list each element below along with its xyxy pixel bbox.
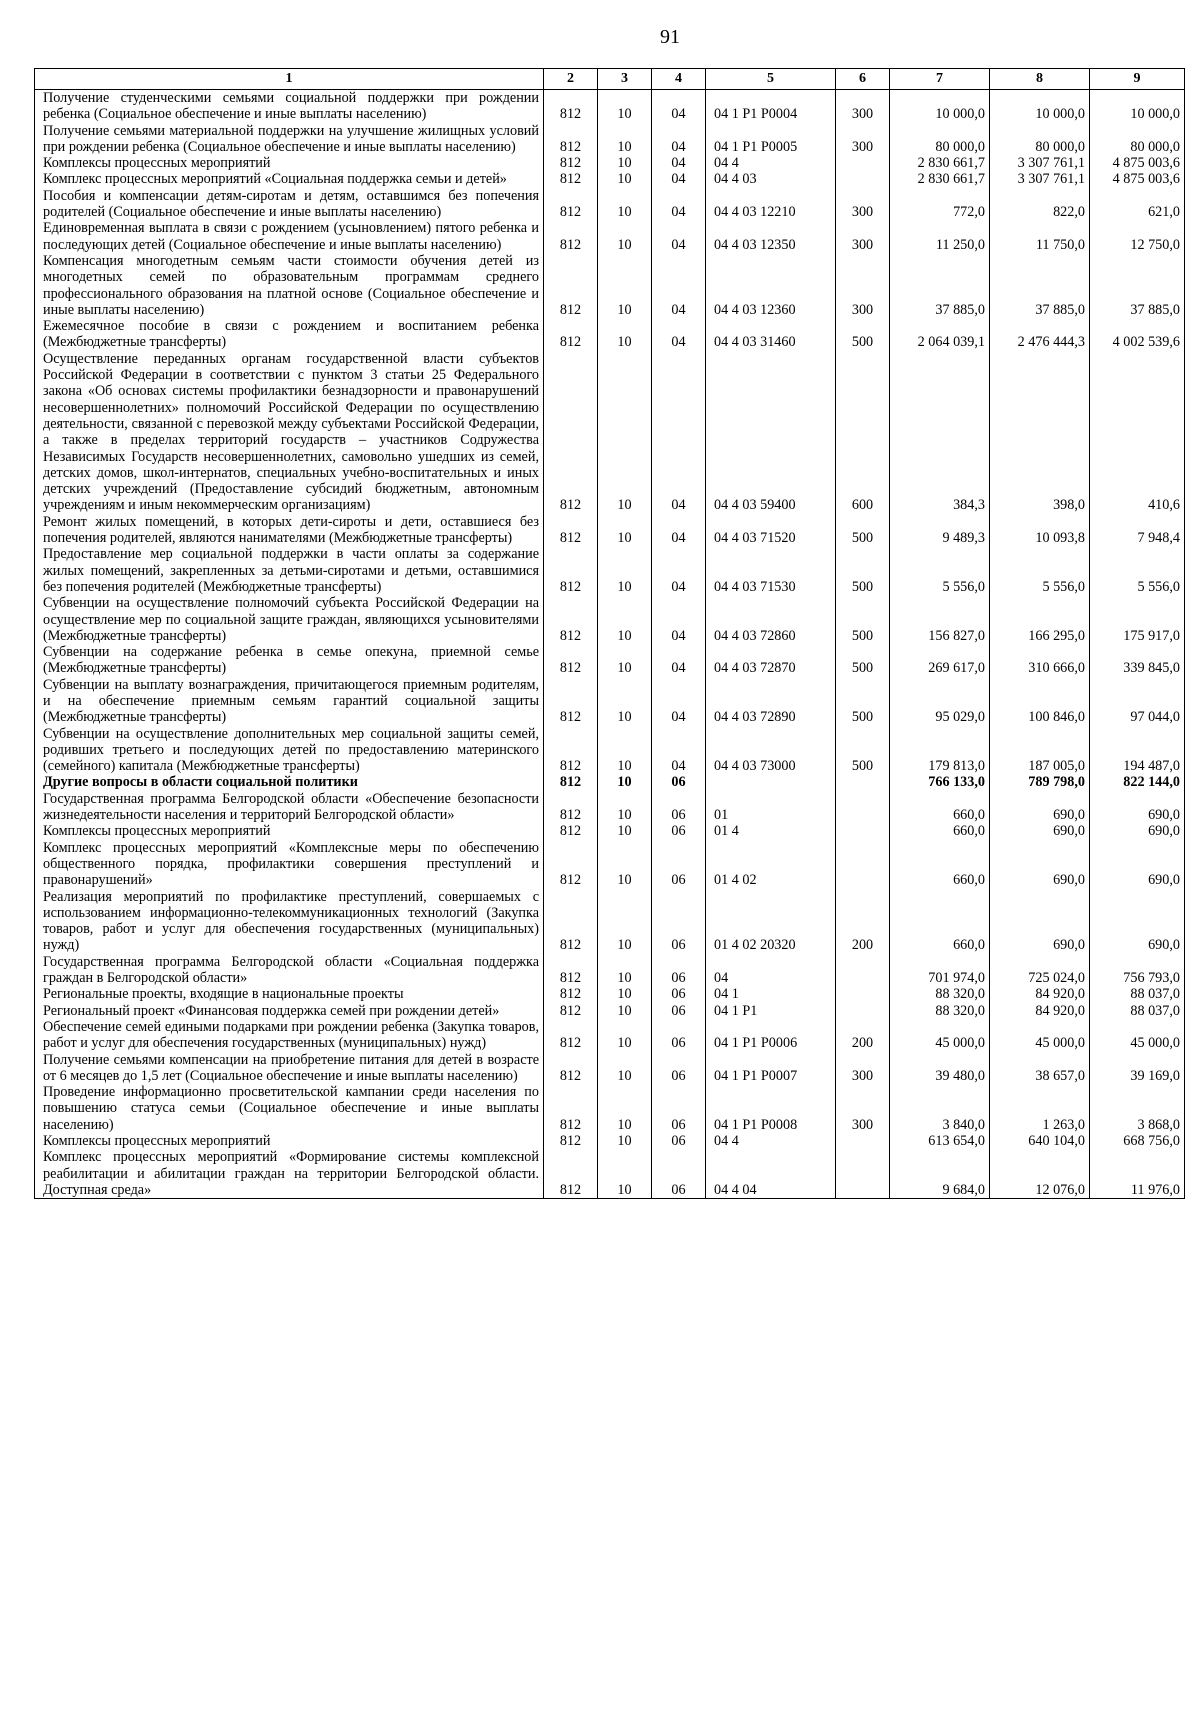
row-gr: 812 [544,90,598,123]
row-rz: 10 [598,644,652,677]
row-value-2: 822,0 [990,188,1090,221]
row-name: Субвенции на осуществление дополнительных мер социальной защиты семей, родивших третьего и последующих детей по предоставлению материнского (семейного) капитала (Межбюджетные трансферты) [35,726,544,775]
row-value-1: 9 684,0 [890,1149,990,1198]
row-vr: 200 [836,1019,890,1052]
row-pr: 06 [652,1084,706,1133]
row-csr: 04 4 03 72870 [706,644,836,677]
row-csr: 04 1 P1 [706,1003,836,1019]
row-pr: 06 [652,954,706,987]
row-value-3: 39 169,0 [1090,1052,1185,1085]
row-value-1: 772,0 [890,188,990,221]
row-value-3: 3 868,0 [1090,1084,1185,1133]
row-value-2: 789 798,0 [990,774,1090,790]
table-row [35,1052,1185,1085]
table-row [35,954,1185,987]
row-vr: 300 [836,1084,890,1133]
row-pr: 06 [652,823,706,839]
row-pr: 06 [652,774,706,790]
row-rz: 10 [598,514,652,547]
row-vr [836,791,890,824]
row-value-1: 660,0 [890,791,990,824]
row-gr: 812 [544,546,598,595]
table-row [35,644,1185,677]
row-value-1: 660,0 [890,889,990,954]
row-value-3: 37 885,0 [1090,253,1185,318]
row-value-2: 166 295,0 [990,595,1090,644]
row-value-3: 822 144,0 [1090,774,1185,790]
row-value-2: 3 307 761,1 [990,171,1090,187]
row-rz: 10 [598,123,652,156]
row-name: Осуществление переданных органам государственной власти субъектов Российской Федерации в соответствии с пунктом 3 статьи 25 Федерального закона «Об основах системы профилактики безнадзорности и правонарушений несовершеннолетних» полномочий Российской Федерации по осуществлению деятельности, связанной с перевозкой между субъектами Российской Федерации, а также в пределах территорий государств – участников Содружества Независимых Государств несовершеннолетних, самовольно ушедших из семей, детских домов, школ-интернатов, специальных учебно-воспитательных и иных детских учреждений (Предоставление субсидий бюджетным, автономным учреждениям и иным некоммерческим организациям) [35,351,544,514]
row-csr: 04 1 P1 P0008 [706,1084,836,1133]
row-vr [836,823,890,839]
row-gr: 812 [544,123,598,156]
row-pr: 04 [652,677,706,726]
row-value-2: 3 307 761,1 [990,155,1090,171]
row-value-3: 4 002 539,6 [1090,318,1185,351]
table-row [35,791,1185,824]
row-pr: 06 [652,791,706,824]
row-value-2: 2 476 444,3 [990,318,1090,351]
row-gr: 812 [544,1003,598,1019]
row-csr: 04 4 03 71530 [706,546,836,595]
row-vr [836,1003,890,1019]
row-name: Субвенции на выплату вознаграждения, причитающегося приемным родителям, и на обеспечение приемным семьям гарантий социальной защиты (Межбюджетные трансферты) [35,677,544,726]
row-value-1: 179 813,0 [890,726,990,775]
row-pr: 04 [652,253,706,318]
row-name: Реализация мероприятий по профилактике преступлений, совершаемых с использованием информационно-телекоммуникационных технологий (Закупка товаров, работ и услуг для обеспечения государственных (муниципальных) нужд) [35,889,544,954]
row-value-2: 5 556,0 [990,546,1090,595]
row-value-2: 1 263,0 [990,1084,1090,1133]
row-value-1: 9 489,3 [890,514,990,547]
row-name: Ремонт жилых помещений, в которых дети-сироты и дети, оставшиеся без попечения родителей, являются нанимателями (Межбюджетные трансферты) [35,514,544,547]
row-name: Комплекс процессных мероприятий «Формирование системы комплексной реабилитации и абилитации граждан на территории Белгородской области. Доступная среда» [35,1149,544,1198]
budget-table [34,68,1185,1199]
row-value-1: 95 029,0 [890,677,990,726]
col-header: 4 [652,69,706,90]
row-rz: 10 [598,1019,652,1052]
row-csr: 01 4 02 [706,840,836,889]
row-rz: 10 [598,351,652,514]
row-gr: 812 [544,677,598,726]
row-pr: 04 [652,514,706,547]
table-row [35,840,1185,889]
row-pr: 04 [652,595,706,644]
row-pr: 04 [652,351,706,514]
row-csr: 04 4 03 12360 [706,253,836,318]
row-pr: 06 [652,1052,706,1085]
row-gr: 812 [544,644,598,677]
row-value-3: 410,6 [1090,351,1185,514]
row-gr: 812 [544,514,598,547]
row-name: Пособия и компенсации детям-сиротам и детям, оставшимся без попечения родителей (Социальное обеспечение и иные выплаты населению) [35,188,544,221]
row-value-1: 3 840,0 [890,1084,990,1133]
row-rz: 10 [598,726,652,775]
row-value-1: 613 654,0 [890,1133,990,1149]
row-csr: 04 4 04 [706,1149,836,1198]
row-vr [836,774,890,790]
row-pr: 06 [652,1149,706,1198]
row-gr: 812 [544,823,598,839]
row-name: Единовременная выплата в связи с рождением (усыновлением) пятого ребенка и последующих детей (Социальное обеспечение и иные выплаты населению) [35,220,544,253]
row-pr: 04 [652,318,706,351]
row-value-2: 10 093,8 [990,514,1090,547]
col-header: 5 [706,69,836,90]
row-value-2: 398,0 [990,351,1090,514]
row-pr: 04 [652,546,706,595]
row-csr: 04 4 03 72860 [706,595,836,644]
row-value-3: 690,0 [1090,889,1185,954]
row-csr: 04 [706,954,836,987]
row-rz: 10 [598,546,652,595]
row-name: Получение семьями материальной поддержки на улучшение жилищных условий при рождении ребенка (Социальное обеспечение и иные выплаты населению) [35,123,544,156]
row-gr: 812 [544,220,598,253]
row-csr: 04 4 [706,1133,836,1149]
table-row [35,986,1185,1002]
row-value-2: 187 005,0 [990,726,1090,775]
row-gr: 812 [544,791,598,824]
row-pr: 04 [652,155,706,171]
row-value-1: 2 830 661,7 [890,155,990,171]
table-row [35,171,1185,187]
table-row [35,726,1185,775]
row-value-3: 45 000,0 [1090,1019,1185,1052]
row-vr: 300 [836,220,890,253]
row-pr: 06 [652,840,706,889]
row-csr: 04 1 [706,986,836,1002]
row-value-3: 12 750,0 [1090,220,1185,253]
row-value-1: 39 480,0 [890,1052,990,1085]
row-csr: 04 4 03 31460 [706,318,836,351]
row-vr: 500 [836,644,890,677]
row-vr [836,986,890,1002]
row-pr: 04 [652,171,706,187]
row-name: Компенсация многодетным семьям части стоимости обучения детей из многодетных семей по образовательным программам среднего профессионального образования на платной основе (Социальное обеспечение и иные выплаты населению) [35,253,544,318]
row-name: Комплекс процессных мероприятий «Социальная поддержка семьи и детей» [35,171,544,187]
table-row [35,220,1185,253]
row-pr: 04 [652,726,706,775]
row-value-3: 4 875 003,6 [1090,155,1185,171]
row-vr [836,840,890,889]
row-name: Обеспечение семей едиными подарками при рождении ребенка (Закупка товаров, работ и услуг для обеспечения государственных (муниципальных) нужд) [35,1019,544,1052]
row-vr: 600 [836,351,890,514]
row-rz: 10 [598,677,652,726]
row-rz: 10 [598,986,652,1002]
row-vr: 500 [836,514,890,547]
row-vr: 300 [836,1052,890,1085]
row-value-1: 88 320,0 [890,1003,990,1019]
row-csr: 01 [706,791,836,824]
row-value-1: 701 974,0 [890,954,990,987]
row-vr: 300 [836,90,890,123]
row-vr: 300 [836,123,890,156]
header-row [35,69,1185,90]
row-value-1: 45 000,0 [890,1019,990,1052]
table-row [35,1149,1185,1198]
row-vr: 200 [836,889,890,954]
row-name: Получение семьями компенсации на приобретение питания для детей в возрасте от 6 месяцев до 1,5 лет (Социальное обеспечение и иные выплаты населению) [35,1052,544,1085]
row-value-3: 10 000,0 [1090,90,1185,123]
row-csr: 04 1 P1 P0006 [706,1019,836,1052]
row-value-3: 194 487,0 [1090,726,1185,775]
row-value-2: 37 885,0 [990,253,1090,318]
row-pr: 06 [652,1019,706,1052]
row-csr: 04 1 P1 P0004 [706,90,836,123]
table-row [35,774,1185,790]
row-value-2: 100 846,0 [990,677,1090,726]
row-vr [836,954,890,987]
row-name: Региональные проекты, входящие в национальные проекты [35,986,544,1002]
row-rz: 10 [598,774,652,790]
col-header: 2 [544,69,598,90]
row-value-2: 45 000,0 [990,1019,1090,1052]
row-value-1: 156 827,0 [890,595,990,644]
row-value-3: 88 037,0 [1090,986,1185,1002]
row-value-3: 621,0 [1090,188,1185,221]
row-rz: 10 [598,90,652,123]
row-value-3: 80 000,0 [1090,123,1185,156]
row-value-1: 10 000,0 [890,90,990,123]
table-body [35,90,1185,1199]
row-value-1: 37 885,0 [890,253,990,318]
row-name: Государственная программа Белгородской области «Социальная поддержка граждан в Белгородской области» [35,954,544,987]
table-row [35,188,1185,221]
row-gr: 812 [544,726,598,775]
row-rz: 10 [598,823,652,839]
row-value-2: 690,0 [990,840,1090,889]
row-value-1: 2 064 039,1 [890,318,990,351]
row-value-3: 11 976,0 [1090,1149,1185,1198]
row-value-2: 11 750,0 [990,220,1090,253]
row-csr: 04 4 03 59400 [706,351,836,514]
row-rz: 10 [598,171,652,187]
row-csr: 04 4 03 [706,171,836,187]
col-header: 9 [1090,69,1185,90]
row-vr: 300 [836,253,890,318]
row-rz: 10 [598,840,652,889]
row-value-3: 690,0 [1090,791,1185,824]
row-name: Региональный проект «Финансовая поддержка семей при рождении детей» [35,1003,544,1019]
row-vr: 300 [836,188,890,221]
table-row [35,546,1185,595]
row-csr: 04 4 03 12210 [706,188,836,221]
table-row [35,514,1185,547]
row-rz: 10 [598,188,652,221]
row-value-2: 725 024,0 [990,954,1090,987]
row-name: Комплексы процессных мероприятий [35,155,544,171]
row-gr: 812 [544,188,598,221]
row-vr [836,171,890,187]
row-name: Субвенции на осуществление полномочий субъекта Российской Федерации на осуществление мер по социальной защите граждан, являющихся усыновителями (Межбюджетные трансферты) [35,595,544,644]
row-value-3: 5 556,0 [1090,546,1185,595]
row-pr: 06 [652,1003,706,1019]
table-row [35,90,1185,123]
row-rz: 10 [598,1052,652,1085]
row-vr: 500 [836,546,890,595]
row-value-2: 84 920,0 [990,1003,1090,1019]
row-gr: 812 [544,1149,598,1198]
row-rz: 10 [598,954,652,987]
row-pr: 04 [652,123,706,156]
table-row [35,318,1185,351]
table-row [35,1133,1185,1149]
row-gr: 812 [544,351,598,514]
row-rz: 10 [598,1003,652,1019]
row-rz: 10 [598,1133,652,1149]
row-value-1: 766 133,0 [890,774,990,790]
row-name: Ежемесячное пособие в связи с рождением и воспитанием ребенка (Межбюджетные трансферты) [35,318,544,351]
row-value-2: 690,0 [990,823,1090,839]
row-rz: 10 [598,220,652,253]
row-gr: 812 [544,253,598,318]
row-pr: 04 [652,644,706,677]
table-row [35,889,1185,954]
col-header: 1 [35,69,544,90]
row-value-1: 384,3 [890,351,990,514]
row-pr: 04 [652,220,706,253]
row-csr: 04 4 03 71520 [706,514,836,547]
row-value-2: 310 666,0 [990,644,1090,677]
table-row [35,1003,1185,1019]
table-row [35,123,1185,156]
row-gr: 812 [544,889,598,954]
row-rz: 10 [598,155,652,171]
row-gr: 812 [544,1133,598,1149]
row-gr: 812 [544,1019,598,1052]
row-value-3: 4 875 003,6 [1090,171,1185,187]
row-gr: 812 [544,595,598,644]
table-row [35,823,1185,839]
row-gr: 812 [544,1084,598,1133]
row-name: Комплексы процессных мероприятий [35,1133,544,1149]
row-value-3: 339 845,0 [1090,644,1185,677]
row-value-3: 175 917,0 [1090,595,1185,644]
row-value-1: 660,0 [890,840,990,889]
row-name: Проведение информационно просветительской кампании среди населения по повышению статуса семьи (Социальное обеспечение и иные выплаты населению) [35,1084,544,1133]
row-value-2: 640 104,0 [990,1133,1090,1149]
row-pr: 06 [652,986,706,1002]
row-name: Государственная программа Белгородской области «Обеспечение безопасности жизнедеятельности населения и территорий Белгородской области» [35,791,544,824]
row-value-3: 97 044,0 [1090,677,1185,726]
row-gr: 812 [544,1052,598,1085]
row-gr: 812 [544,986,598,1002]
row-value-2: 690,0 [990,791,1090,824]
table-row [35,1019,1185,1052]
row-value-1: 269 617,0 [890,644,990,677]
row-value-2: 690,0 [990,889,1090,954]
row-value-2: 10 000,0 [990,90,1090,123]
row-csr: 04 4 03 12350 [706,220,836,253]
row-name: Предоставление мер социальной поддержки в части оплаты за содержание жилых помещений, закрепленных за детьми-сиротами и детьми, оставшимися без попечения родителей (Межбюджетные трансферты) [35,546,544,595]
row-gr: 812 [544,171,598,187]
row-csr: 04 4 03 73000 [706,726,836,775]
row-gr: 812 [544,318,598,351]
col-header: 7 [890,69,990,90]
row-vr: 500 [836,726,890,775]
row-value-1: 88 320,0 [890,986,990,1002]
row-value-1: 660,0 [890,823,990,839]
row-value-3: 7 948,4 [1090,514,1185,547]
table-row [35,351,1185,514]
row-value-1: 2 830 661,7 [890,171,990,187]
row-gr: 812 [544,774,598,790]
row-rz: 10 [598,1084,652,1133]
row-vr: 500 [836,318,890,351]
row-name: Субвенции на содержание ребенка в семье опекуна, приемной семье (Межбюджетные трансферты) [35,644,544,677]
row-pr: 06 [652,889,706,954]
col-header: 6 [836,69,890,90]
row-rz: 10 [598,595,652,644]
row-pr: 04 [652,90,706,123]
row-rz: 10 [598,791,652,824]
row-rz: 10 [598,318,652,351]
row-vr [836,155,890,171]
row-gr: 812 [544,954,598,987]
table-row [35,595,1185,644]
table-row [35,677,1185,726]
row-csr: 04 1 P1 P0005 [706,123,836,156]
table-row [35,253,1185,318]
row-name: Другие вопросы в области социальной политики [35,774,544,790]
col-header: 3 [598,69,652,90]
row-csr: 01 4 02 20320 [706,889,836,954]
row-csr: 04 4 [706,155,836,171]
row-value-2: 84 920,0 [990,986,1090,1002]
row-value-1: 5 556,0 [890,546,990,595]
row-value-1: 11 250,0 [890,220,990,253]
row-value-3: 88 037,0 [1090,1003,1185,1019]
row-rz: 10 [598,253,652,318]
row-value-2: 12 076,0 [990,1149,1090,1198]
row-gr: 812 [544,840,598,889]
row-value-3: 668 756,0 [1090,1133,1185,1149]
row-value-3: 756 793,0 [1090,954,1185,987]
row-name: Комплексы процессных мероприятий [35,823,544,839]
col-header: 8 [990,69,1090,90]
row-csr: 04 1 P1 P0007 [706,1052,836,1085]
row-value-2: 38 657,0 [990,1052,1090,1085]
row-pr: 04 [652,188,706,221]
table-row [35,155,1185,171]
row-rz: 10 [598,1149,652,1198]
row-gr: 812 [544,155,598,171]
row-value-3: 690,0 [1090,823,1185,839]
row-value-3: 690,0 [1090,840,1185,889]
row-value-2: 80 000,0 [990,123,1090,156]
row-name: Получение студенческими семьями социальной поддержки при рождении ребенка (Социальное обеспечение и иные выплаты населению) [35,90,544,123]
row-name: Комплекс процессных мероприятий «Комплексные меры по обеспечению общественного порядка, профилактики совершения преступлений и правонарушений» [35,840,544,889]
row-csr: 04 4 03 72890 [706,677,836,726]
row-csr [706,774,836,790]
page-number: 91 [660,26,680,48]
row-rz: 10 [598,889,652,954]
table-row [35,1084,1185,1133]
row-vr [836,1149,890,1198]
row-csr: 01 4 [706,823,836,839]
row-pr: 06 [652,1133,706,1149]
row-value-1: 80 000,0 [890,123,990,156]
row-vr [836,1133,890,1149]
row-vr: 500 [836,595,890,644]
row-vr: 500 [836,677,890,726]
